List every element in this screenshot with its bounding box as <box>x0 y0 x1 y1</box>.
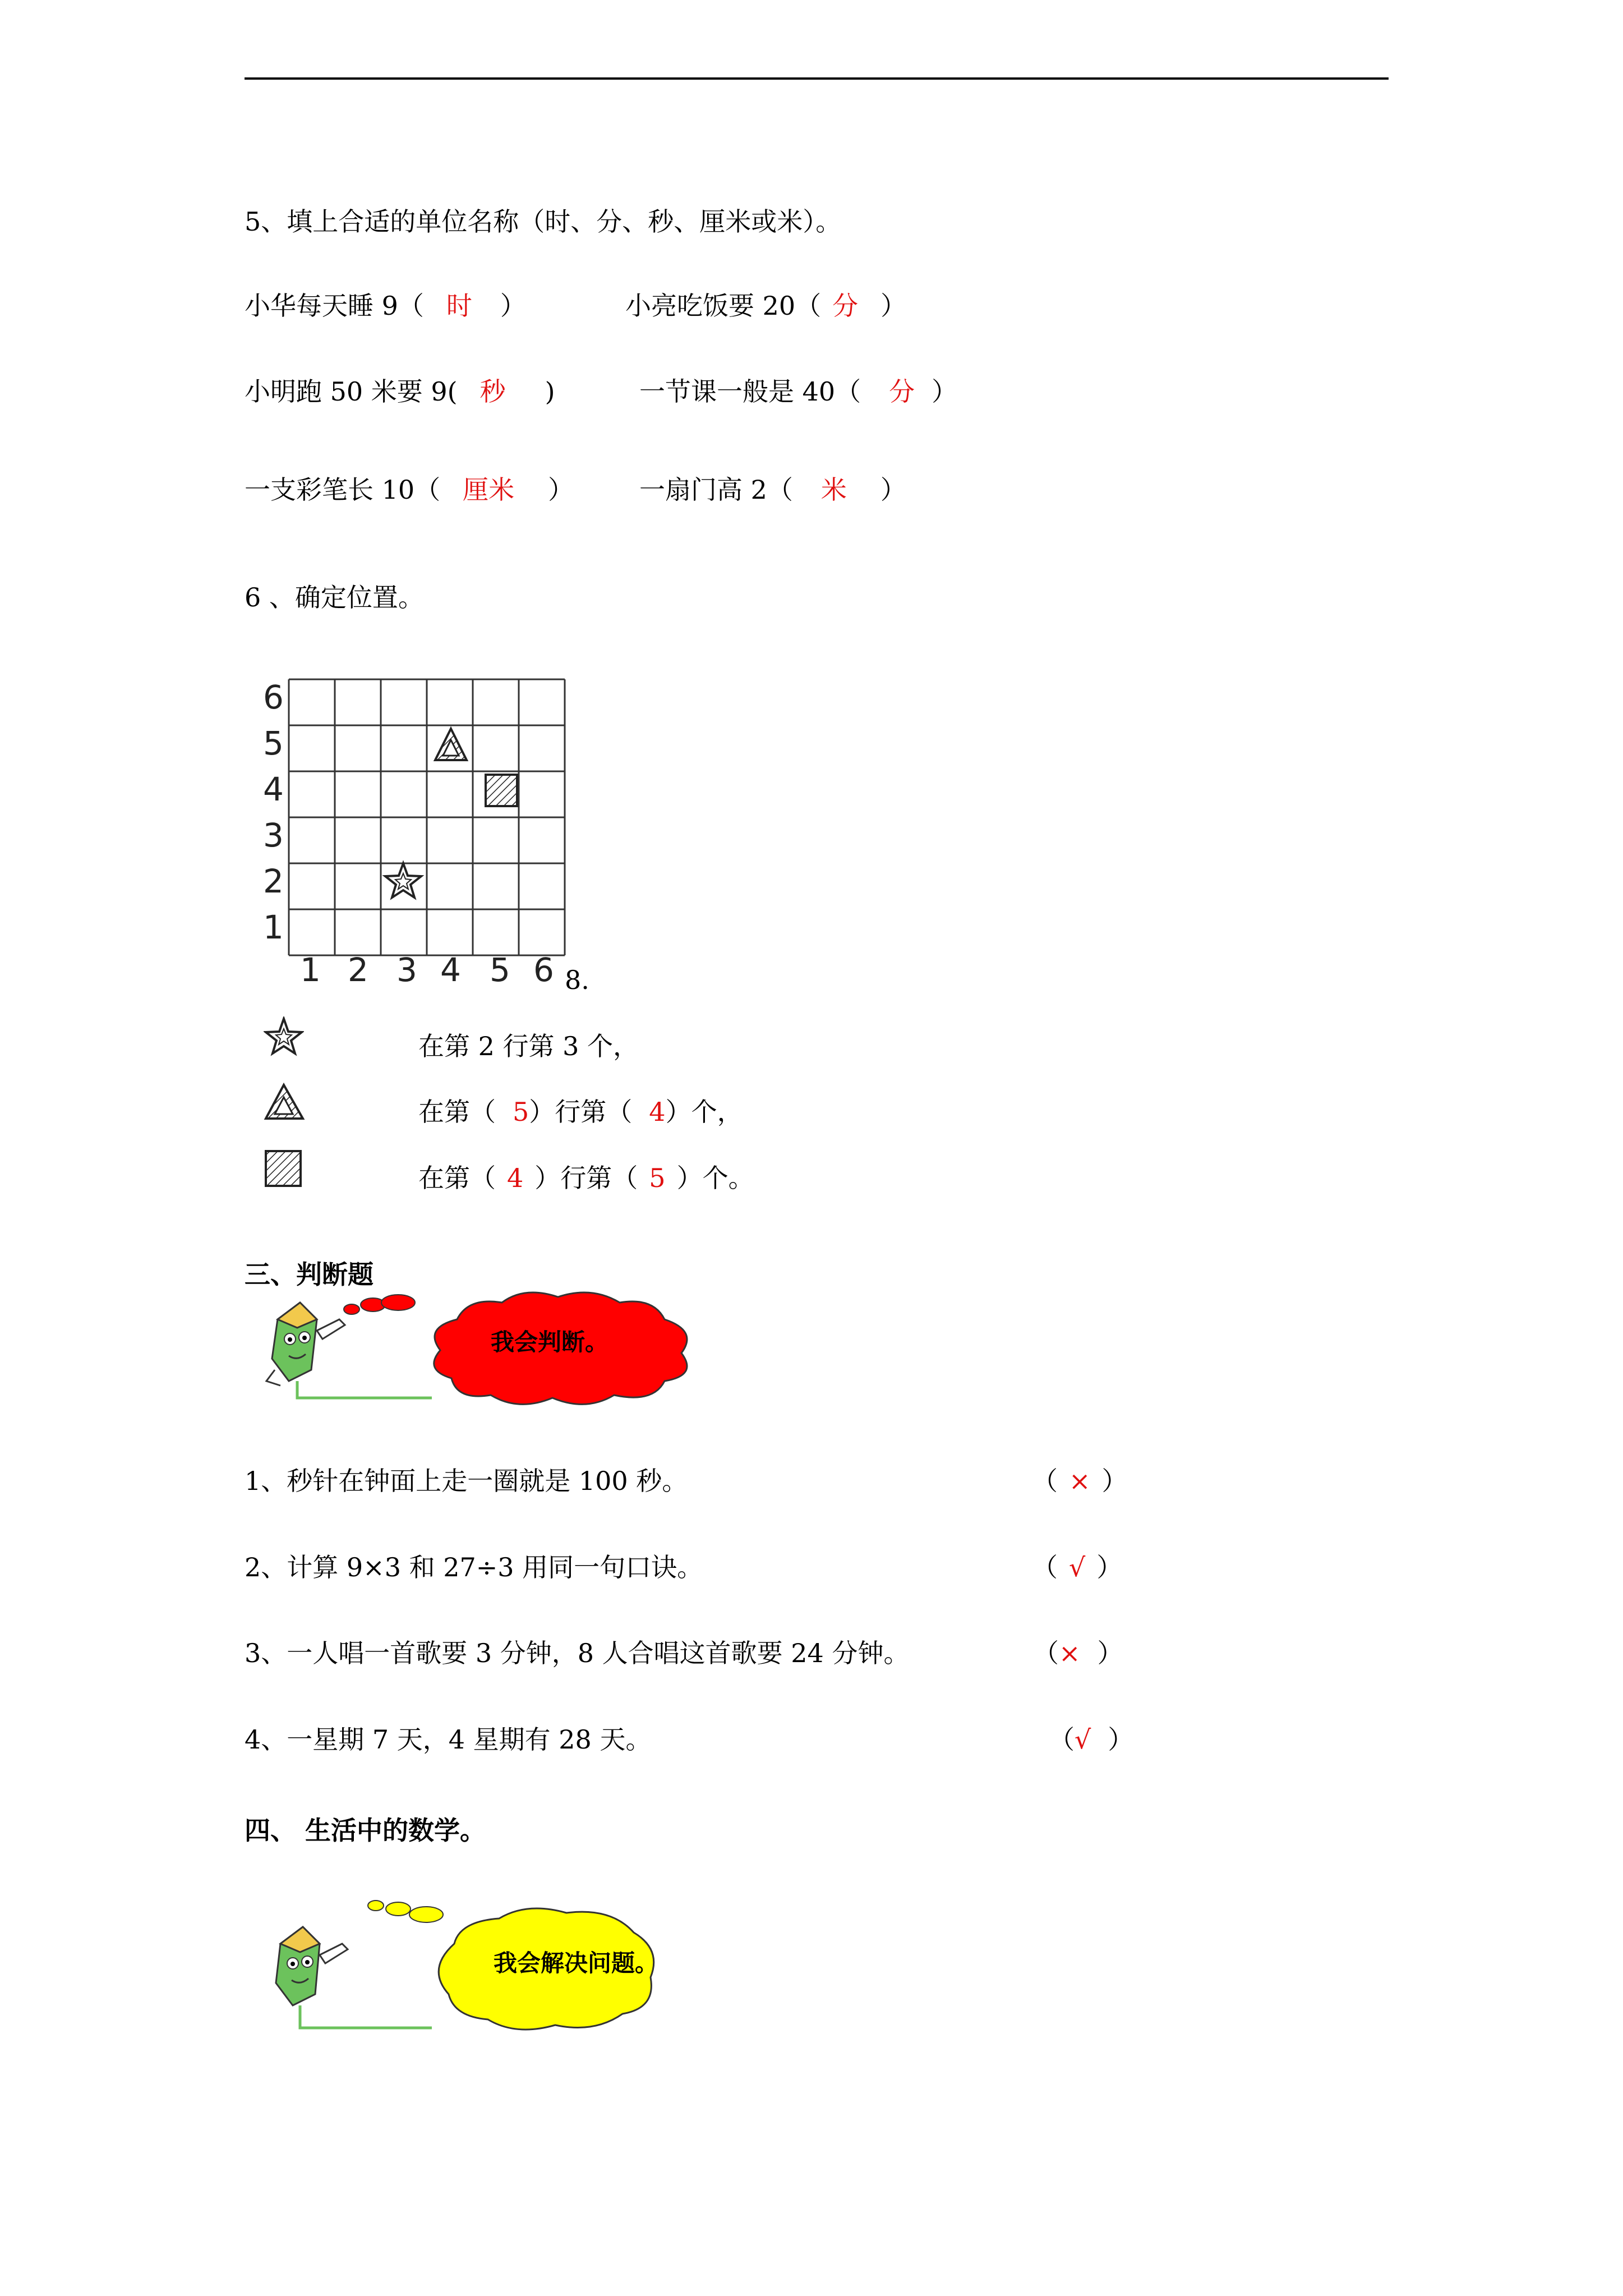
judge-item-3: 3、一人唱一首歌要 3 分钟，8 人合唱这首歌要 24 分钟。 <box>245 1638 910 1668</box>
q5-item-text: 小明跑 50 米要 9( <box>245 376 458 407</box>
q6-answer: 4 <box>649 1097 666 1127</box>
grid-trailing-text: 8. <box>565 965 589 995</box>
judge-paren: ） <box>1096 1552 1123 1582</box>
sec4-title: 四、 生活中的数学。 <box>245 1815 486 1846</box>
sec4-banner <box>264 1893 768 2050</box>
judge-mark: √ <box>1075 1724 1091 1755</box>
q5-item-2 <box>625 289 906 323</box>
q5-item-1 <box>245 289 526 323</box>
q5-item-5 <box>245 473 574 507</box>
q6-title: 6 、确定位置。 <box>245 582 424 613</box>
grid-col-label: 2 <box>348 951 368 989</box>
sec3-title: 三、判断题 <box>245 1259 374 1290</box>
judge-answer-1 <box>1032 1464 1128 1498</box>
position-grid-figure <box>255 676 589 995</box>
q5-item-text: ） <box>932 376 958 407</box>
grid-col-label: 6 <box>533 951 554 989</box>
judge-item-4: 4、一星期 7 天，4 星期有 28 天。 <box>245 1724 652 1755</box>
judge-mark: × <box>1059 1638 1081 1668</box>
grid-row-label: 5 <box>263 724 284 762</box>
q5-item-text: 一扇门高 2（ <box>639 475 793 505</box>
position-grid <box>255 676 580 990</box>
sec3-cloud-text: 我会判断。 <box>491 1328 609 1356</box>
q5-item-text: ） <box>880 291 907 321</box>
q5-item-text: ） <box>880 475 906 505</box>
q6-line-text: ）个。 <box>676 1163 754 1193</box>
sec3-banner <box>255 1286 760 1415</box>
q5-item-text: 一支彩笔长 10（ <box>245 475 441 505</box>
grid-col-label: 3 <box>396 951 417 989</box>
judge-answer-3 <box>1033 1636 1123 1670</box>
grid-row-label: 1 <box>263 908 284 946</box>
q6-answer: 5 <box>513 1097 529 1127</box>
judge-paren: （ <box>1032 1466 1058 1496</box>
q5-item-text: ） <box>500 291 526 321</box>
grid-row-label: 4 <box>263 770 284 808</box>
q5-answer: 时 <box>446 291 472 321</box>
q6-line-text: ）行第（ <box>534 1163 638 1193</box>
q5-item-3 <box>245 375 555 408</box>
grid-row-label: 3 <box>263 816 284 854</box>
grid-col-label: 1 <box>300 951 321 989</box>
judge-paren: （ <box>1033 1638 1059 1668</box>
triangle-icon <box>264 1083 308 1124</box>
grid-triangle-icon <box>435 729 467 760</box>
q5-answer: 分 <box>832 291 859 321</box>
judge-paren: ） <box>1097 1638 1123 1668</box>
judge-item-1: 1、秒针在钟面上走一圈就是 100 秒。 <box>245 1466 688 1496</box>
grid-col-label: 4 <box>440 951 461 989</box>
grid-col-label: 5 <box>490 951 510 989</box>
q5-item-text: ） <box>548 475 574 505</box>
square-icon <box>264 1149 304 1191</box>
q6-answer: 5 <box>649 1163 666 1193</box>
star-icon <box>264 1016 304 1059</box>
q6-line-text: ）行第（ <box>529 1097 633 1127</box>
q5-item-6 <box>639 473 906 507</box>
q6-line-1: 在第 2 行第 3 个， <box>418 1031 639 1061</box>
judge-paren: ） <box>1101 1466 1128 1496</box>
grid-star-icon <box>385 863 421 898</box>
q5-item-text: 小华每天睡 9（ <box>245 291 424 321</box>
q6-line-text: 在第（ <box>418 1097 496 1127</box>
judge-answer-2 <box>1032 1550 1122 1584</box>
judge-paren: （ <box>1032 1552 1058 1582</box>
q5-answer: 米 <box>820 475 847 505</box>
judge-mark: √ <box>1069 1552 1086 1582</box>
grid-square-icon <box>486 775 517 806</box>
sec4-cloud-text: 我会解决问题。 <box>494 1949 659 1977</box>
judge-paren: ） <box>1108 1724 1134 1755</box>
q5-title: 5、填上合适的单位名称（时、分、秒、厘米或米）。 <box>245 206 842 237</box>
header-rule <box>245 77 1389 80</box>
q5-answer: 厘米 <box>463 475 515 505</box>
q6-line-text: 在第（ <box>418 1163 496 1193</box>
grid-row-label: 6 <box>263 678 284 716</box>
q5-answer: 分 <box>889 376 915 407</box>
q5-answer: 秒 <box>479 376 506 407</box>
q5-item-text: 小亮吃饭要 20（ <box>625 291 822 321</box>
judge-item-2: 2、计算 9×3 和 27÷3 用同一句口诀。 <box>245 1552 703 1582</box>
q5-item-text: 一节课一般是 40（ <box>639 376 861 407</box>
q5-item-text: ) <box>545 376 555 407</box>
q6-line-2 <box>418 1095 743 1129</box>
grid-row-label: 2 <box>263 862 284 900</box>
q5-item-4 <box>639 375 957 408</box>
q6-line-text: ）个， <box>665 1097 743 1127</box>
q6-answer: 4 <box>507 1163 524 1193</box>
judge-answer-4 <box>1049 1723 1133 1756</box>
judge-paren: （ <box>1049 1724 1075 1755</box>
judge-mark: × <box>1069 1466 1091 1496</box>
q6-line-3 <box>418 1161 754 1195</box>
